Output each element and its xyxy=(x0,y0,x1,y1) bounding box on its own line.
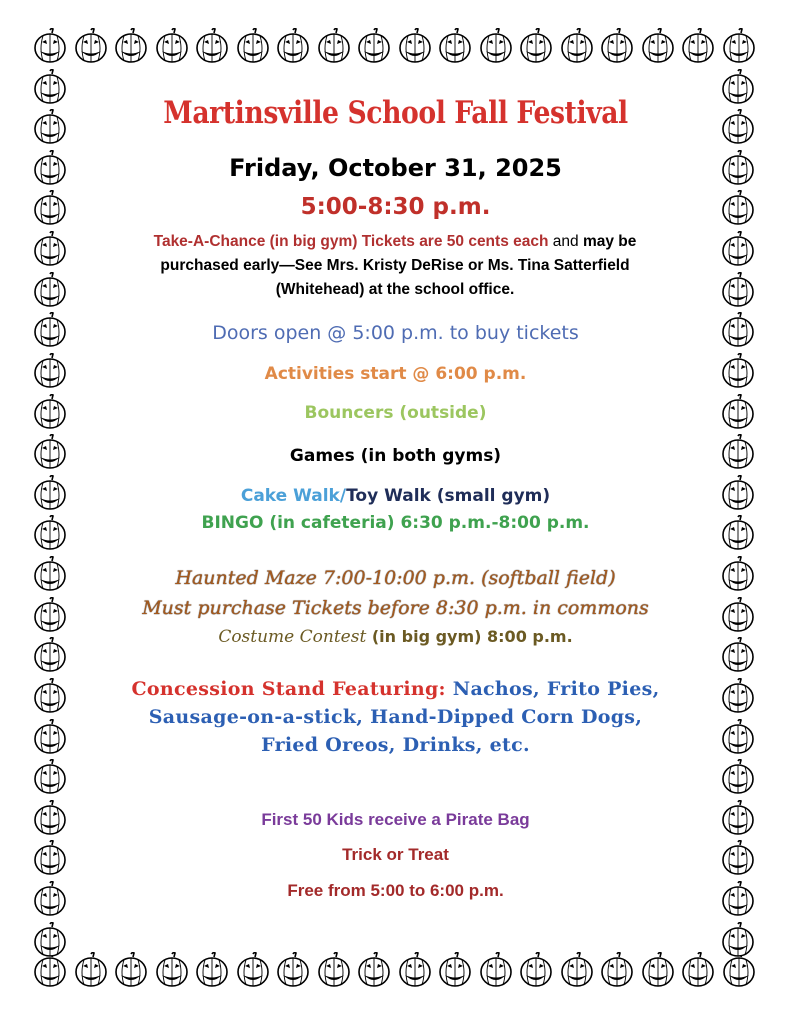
jack-o-lantern-icon xyxy=(438,952,472,988)
jack-o-lantern-icon xyxy=(721,881,755,917)
concession-line-3: Fried Oreos, Drinks, etc. xyxy=(261,734,530,756)
jack-o-lantern-icon xyxy=(721,840,755,876)
jack-o-lantern-icon xyxy=(560,28,594,64)
jack-o-lantern-icon xyxy=(721,272,755,308)
jack-o-lantern-icon xyxy=(33,475,67,511)
jack-o-lantern-icon xyxy=(600,28,634,64)
festival-title: Martinsville School Fall Festival xyxy=(163,95,628,131)
bouncers: Bouncers (outside) xyxy=(304,403,487,423)
jack-o-lantern-icon xyxy=(236,28,270,64)
jack-o-lantern-icon xyxy=(33,556,67,592)
jack-o-lantern-icon xyxy=(33,678,67,714)
jack-o-lantern-icon xyxy=(721,800,755,836)
pirate-bag: First 50 Kids receive a Pirate Bag xyxy=(261,810,530,829)
costume-contest-label: Costume Contest xyxy=(218,627,367,647)
jack-o-lantern-icon xyxy=(33,759,67,795)
jack-o-lantern-icon xyxy=(721,719,755,755)
jack-o-lantern-icon xyxy=(479,28,513,64)
jack-o-lantern-icon xyxy=(721,353,755,389)
jack-o-lantern-icon xyxy=(33,28,67,64)
concession-items-1: Nachos, Frito Pies, xyxy=(452,678,660,700)
jack-o-lantern-icon xyxy=(721,597,755,633)
jack-o-lantern-icon xyxy=(641,952,675,988)
jack-o-lantern-icon xyxy=(721,434,755,470)
jack-o-lantern-icon xyxy=(33,109,67,145)
jack-o-lantern-icon xyxy=(721,759,755,795)
jack-o-lantern-icon xyxy=(721,475,755,511)
jack-o-lantern-icon xyxy=(33,840,67,876)
toy-walk: Toy Walk (small gym) xyxy=(346,486,551,506)
jack-o-lantern-icon xyxy=(74,28,108,64)
jack-o-lantern-icon xyxy=(721,922,755,958)
jack-o-lantern-icon xyxy=(721,678,755,714)
jack-o-lantern-icon xyxy=(33,637,67,673)
maze-ticket-note: Must purchase Tickets before 8:30 p.m. in commons xyxy=(142,597,649,619)
jack-o-lantern-icon xyxy=(357,28,391,64)
jack-o-lantern-icon xyxy=(74,952,108,988)
costume-contest xyxy=(90,627,701,647)
jack-o-lantern-icon xyxy=(721,150,755,186)
jack-o-lantern-icon xyxy=(33,434,67,470)
jack-o-lantern-icon xyxy=(681,28,715,64)
jack-o-lantern-icon xyxy=(33,597,67,633)
event-date: Friday, October 31, 2025 xyxy=(229,154,562,182)
haunted-maze: Haunted Maze 7:00-10:00 p.m. (softball field) xyxy=(175,567,616,589)
games: Games (in both gyms) xyxy=(289,446,502,466)
jack-o-lantern-icon xyxy=(357,952,391,988)
concession-line-1 xyxy=(90,678,701,700)
jack-o-lantern-icon xyxy=(236,952,270,988)
jack-o-lantern-icon xyxy=(33,150,67,186)
jack-o-lantern-icon xyxy=(276,28,310,64)
jack-o-lantern-icon xyxy=(600,952,634,988)
jack-o-lantern-icon xyxy=(155,28,189,64)
bingo: BINGO (in cafeteria) 6:30 p.m.-8:00 p.m. xyxy=(201,513,590,533)
jack-o-lantern-icon xyxy=(33,312,67,348)
free-time: Free from 5:00 to 6:00 p.m. xyxy=(287,881,504,900)
jack-o-lantern-icon xyxy=(195,28,229,64)
jack-o-lantern-icon xyxy=(721,556,755,592)
jack-o-lantern-icon xyxy=(398,28,432,64)
take-a-chance-connector: and xyxy=(548,233,583,250)
take-a-chance-highlight: Take-A-Chance (in big gym) Tickets are 50 cents each xyxy=(153,233,549,250)
jack-o-lantern-icon xyxy=(721,109,755,145)
jack-o-lantern-icon xyxy=(33,800,67,836)
jack-o-lantern-icon xyxy=(33,881,67,917)
cake-walk: Cake Walk/ xyxy=(240,486,347,506)
jack-o-lantern-icon xyxy=(398,952,432,988)
take-a-chance-paragraph xyxy=(145,230,645,302)
jack-o-lantern-icon xyxy=(519,952,553,988)
event-time: 5:00-8:30 p.m. xyxy=(300,194,491,220)
jack-o-lantern-icon xyxy=(317,952,351,988)
concession-line-2: Sausage-on-a-stick, Hand-Dipped Corn Dogs, xyxy=(148,706,643,728)
concession-lead: Concession Stand Featuring: xyxy=(131,678,453,700)
jack-o-lantern-icon xyxy=(155,952,189,988)
jack-o-lantern-icon xyxy=(641,28,675,64)
jack-o-lantern-icon xyxy=(33,69,67,105)
jack-o-lantern-icon xyxy=(721,515,755,551)
jack-o-lantern-icon xyxy=(560,952,594,988)
jack-o-lantern-icon xyxy=(33,719,67,755)
jack-o-lantern-icon xyxy=(722,28,756,64)
jack-o-lantern-icon xyxy=(721,637,755,673)
jack-o-lantern-icon xyxy=(33,272,67,308)
cake-toy-walk xyxy=(90,486,701,506)
trick-or-treat: Trick or Treat xyxy=(342,845,449,864)
jack-o-lantern-icon xyxy=(33,394,67,430)
jack-o-lantern-icon xyxy=(33,190,67,226)
jack-o-lantern-icon xyxy=(721,231,755,267)
take-a-chance-details: may be purchased early—See Mrs. Kristy DeRise or Ms. Tina Satterfield (Whitehead) at the school office. xyxy=(160,233,637,298)
costume-contest-details: (in big gym) 8:00 p.m. xyxy=(366,627,573,646)
jack-o-lantern-icon xyxy=(114,952,148,988)
jack-o-lantern-icon xyxy=(519,28,553,64)
jack-o-lantern-icon xyxy=(479,952,513,988)
jack-o-lantern-icon xyxy=(721,69,755,105)
activities-start: Activities start @ 6:00 p.m. xyxy=(264,364,527,384)
jack-o-lantern-icon xyxy=(33,515,67,551)
jack-o-lantern-icon xyxy=(33,353,67,389)
jack-o-lantern-icon xyxy=(721,394,755,430)
jack-o-lantern-icon xyxy=(721,190,755,226)
doors-open: Doors open @ 5:00 p.m. to buy tickets xyxy=(212,322,579,344)
jack-o-lantern-icon xyxy=(33,922,67,958)
jack-o-lantern-icon xyxy=(317,28,351,64)
jack-o-lantern-icon xyxy=(276,952,310,988)
jack-o-lantern-icon xyxy=(33,231,67,267)
jack-o-lantern-icon xyxy=(438,28,472,64)
jack-o-lantern-icon xyxy=(681,952,715,988)
jack-o-lantern-icon xyxy=(195,952,229,988)
jack-o-lantern-icon xyxy=(114,28,148,64)
jack-o-lantern-icon xyxy=(721,312,755,348)
